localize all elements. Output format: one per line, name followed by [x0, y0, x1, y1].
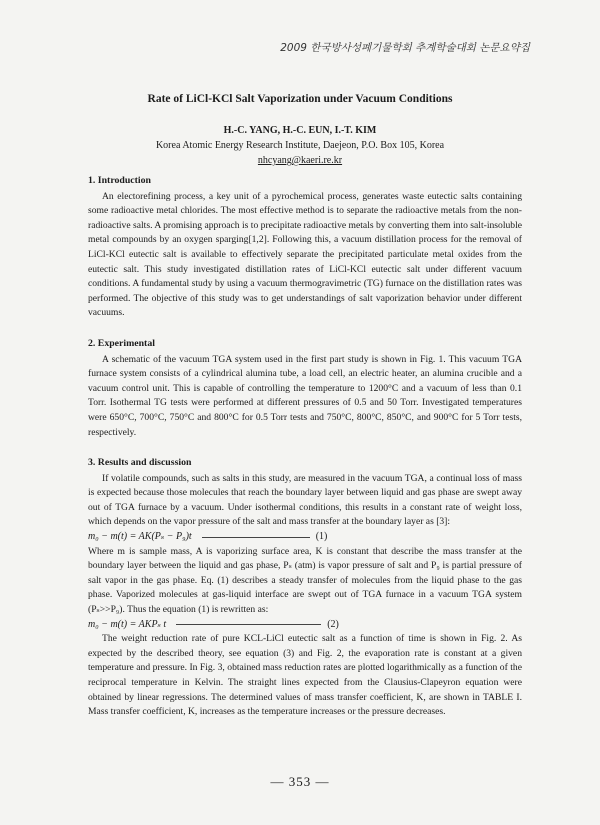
equation-number: (1): [315, 531, 328, 543]
author-affiliation: Korea Atomic Energy Research Institute, Daejeon, P.O. Box 105, Korea: [155, 140, 445, 151]
equation-1: [88, 530, 522, 545]
section-experimental: [88, 337, 522, 440]
section-results: [88, 456, 522, 720]
equation-leader-line: [176, 624, 321, 625]
equation-2: [88, 618, 522, 633]
section-introduction: [88, 174, 522, 321]
equation-number: (2): [327, 618, 339, 630]
paragraph: An electorefining process, a key unit of a pyrochemical process, generates waste eutectic salts containing some radioactive metal chlorides. The most effective method is to separate the radioactive metals from the non-radioactive salts. A promising approach is to precipitate radioactive metals by converting them into salt-insoluble metal compounds by an oxygen sparging[1,2]. Following this, a vacuum distillation process for the removal of LiCl-KCl eutectic salt is available to effectively separate the precipitated particulate metal oxides from the eutectic salt. This study investigated distillation rates of LiCl-KCl eutectic salt under different vacuum conditions. A fundamental study by using a vacuum thermogravimetric (TG) furnace on the distillation rates was performed. The objective of this study was to get understandings of salt vaporization behavior under different vacuums.: [88, 190, 523, 319]
paper-body: [88, 174, 522, 736]
section-heading: 3. Results and discussion: [88, 457, 192, 469]
paragraph: If volatile compounds, such as salts in this study, are measured in the vacuum TGA, a continual loss of mass is expected because those molecules that reach the boundary layer between liquid and gas phase are swept away out of TGA furnace by a vacuum. Under isothermal conditions, this results in a constant rate of weight loss, which depends on the vapor pressure of the salt and mass transfer at the boundary layer as [3]:: [88, 472, 522, 528]
section-heading: 2. Experimental: [88, 337, 155, 349]
section-heading: 1. Introduction: [88, 175, 151, 186]
author-block: [0, 123, 600, 168]
paragraph: A schematic of the vacuum TGA system used in the first part study is shown in Fig. 1. This vacuum TGA furnace system consists of a cylindrical alumina tube, a load cell, an electric heater, an alumina crucible and a vacuum control unit. This is capable of controlling the temperature to 1200°C and a vacuum of less than 0.1 Torr. Isothermal TG tests were performed at different pressures of 0.5 and 50 Torr. Investigated temperatures were 650°C, 700°C, 750°C and 800°C for 0.5 Torr tests and 750°C, 800°C, 850°C, and 900°C for 5 Torr tests, respectively.: [88, 353, 522, 438]
equation-leader-line: [202, 537, 310, 538]
author-email[interactable]: nhcyang@kaeri.re.kr: [257, 155, 343, 166]
paragraph: The weight reduction rate of pure KCL-LiCl eutectic salt as a function of time is shown in Fig. 2. As expected by the described theory, see equation (3) and Fig. 2, the evaporation rate is constant at a given temperature and pressure. In Fig. 3, obtained mass reduction rates are plotted logarithmically as a function of the reciprocal temperature in Kelvin. The straight lines expected from the Clausius-Clapeyron equation were obtained by linear regressions. The determined values of mass transfer coefficient, K, are shown in TABLE I. Mass transfer coefficient, K, increases as the temperature increases or the pressure decreases.: [88, 633, 522, 718]
conference-header: 2009 한국방사성폐기물학회 추계학술대회 논문요약집: [280, 42, 530, 54]
equation-text: m₀ − m(t) = AK(Pₛ − P₉)t: [88, 531, 192, 543]
paper-title: Rate of LiCl-KCl Salt Vaporization under Vacuum Conditions: [147, 93, 453, 105]
page-number: — 353 —: [270, 774, 330, 789]
author-names: H.-C. YANG, H.-C. EUN, I.-T. KIM: [223, 125, 377, 136]
equation-text: m₀ − m(t) = AKPₛ t: [88, 618, 167, 630]
paragraph: Where m is sample mass, A is vaporizing surface area, K is constant that describe the mass transfer at the boundary layer between the liquid and gas phase, Pₛ (atm) is vapor pressure of salt and P₉ is partial pressure of salt vapor in the gas phase. Eq. (1) describes a steady transfer of molecules from the liquid phase to the gas phase. Vaporized molecules at gas-liquid interface are swept out of TGA furnace in a vacuum TGA system (Pₛ>>P₉). Thus the equation (1) is rewritten as:: [88, 545, 522, 616]
